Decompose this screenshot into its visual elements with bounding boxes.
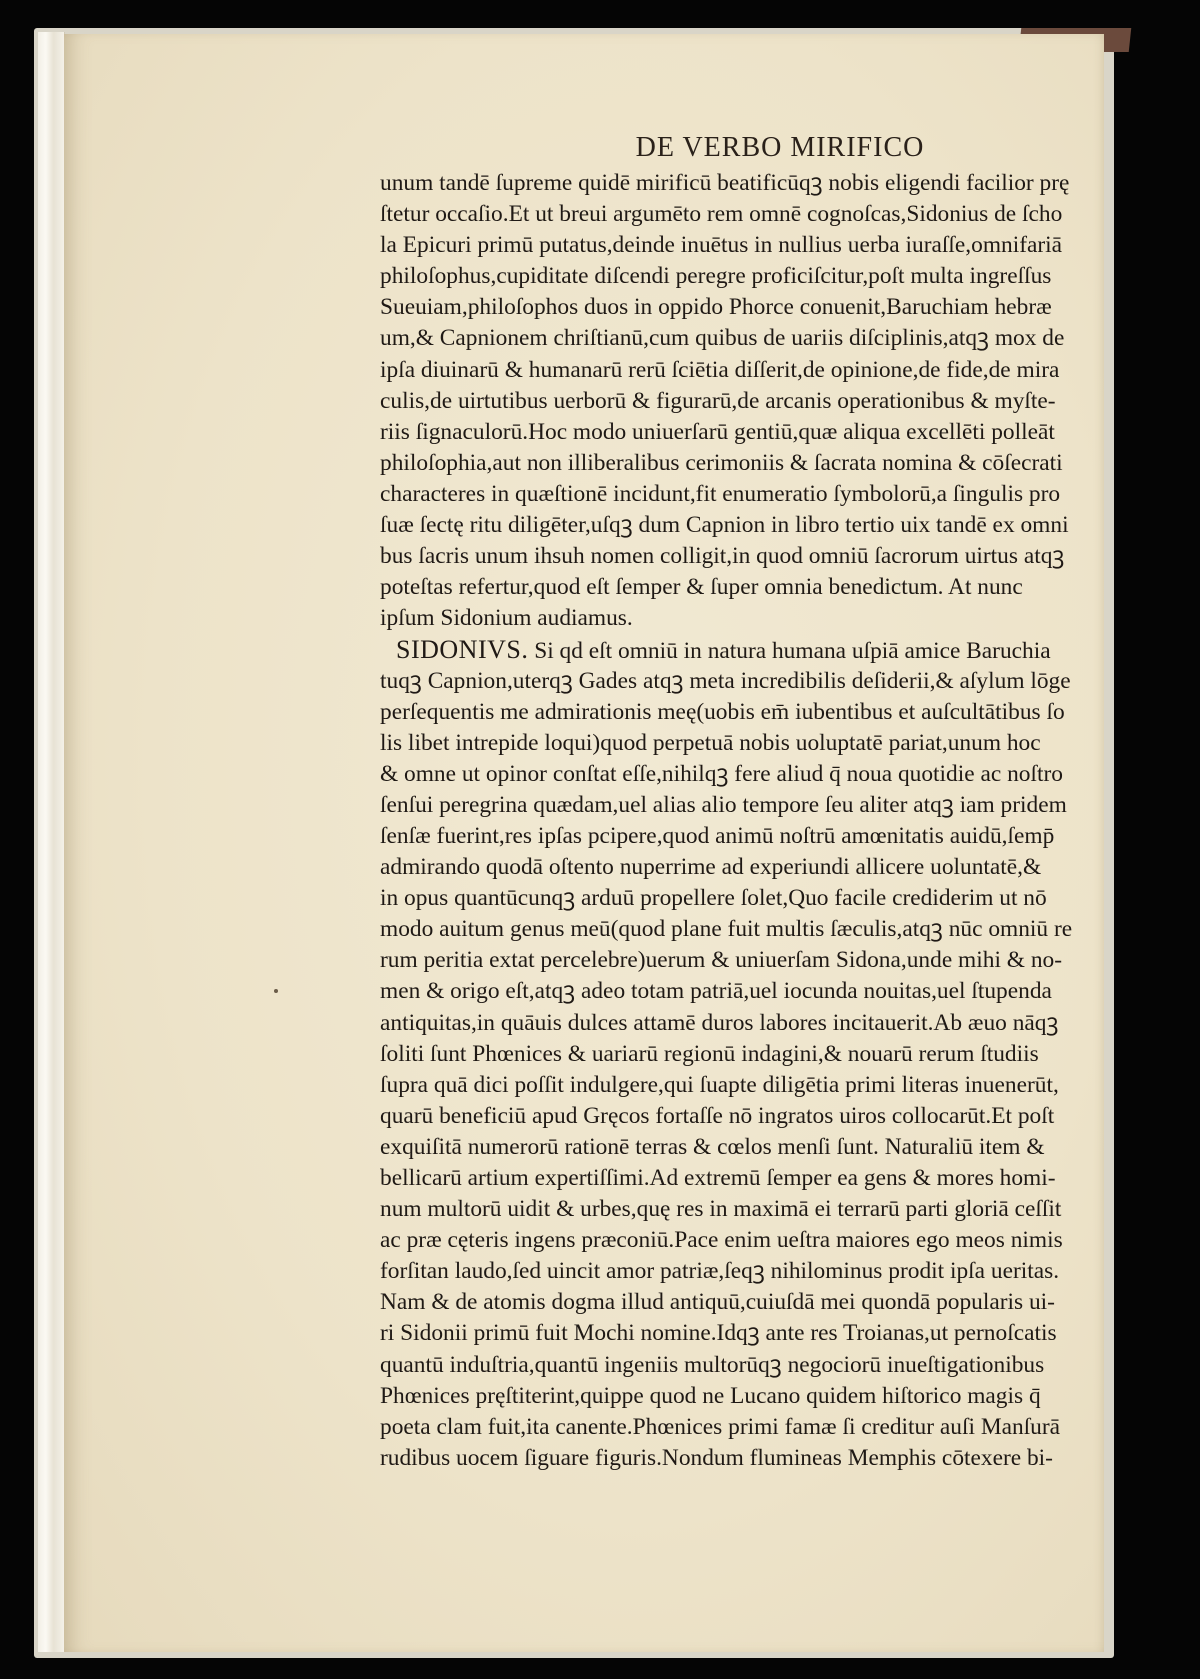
ink-speck [274,989,278,993]
text-line: poteſtas refertur,quod eſt ſemper & ſuper omnia benedictum. At nunc [380,574,1023,601]
text-line: antiquitas,in quāuis dulces attamē duros labores incitauerit.Ab æuo nāqꝫ [380,1009,1059,1036]
text-line: ſtetur occaſio.Et ut breui argumēto rem omnē cognoſcas,Sidonius de ſcho [380,201,1063,228]
text-line: riis ſignaculorū.Hoc modo uniuerſarū gentiū,quæ aliqua excellēti polleāt [380,418,1055,445]
running-head: DE VERBO MIRIFICO [635,132,925,163]
text-line: unum tandē ſupreme quidē mirificū beatificūqꝫ nobis eligendi facilior prę [380,170,1070,196]
text-line: philoſophus,cupiditate diſcendi peregre proficiſcitur,poſt multa ingreſſus [380,263,1052,290]
text-area [380,130,1160,1474]
text-line: ſoliti ſunt Phœnices & uariarū regionū indagini,& nouarū rerum ſtudiis [380,1040,1039,1067]
text-line: ipſa diuinarū & humanarū rerū ſciētia diſſerit,de opinione,de fide,de mira [380,356,1060,383]
text-line: ac præ cęteris ingens præconiū.Pace enim ueſtra maiores ego meos nimis [380,1227,1063,1254]
text-line: Sueuiam,philoſophos duos in oppido Phorce conuenit,Baruchiam hebræ [380,294,1052,321]
text-line: philoſophia,aut non illiberalibus cerimoniis & ſacrata nomina & cōſecrati [380,449,1063,476]
text-line: bus ſacris unum ihsuh nomen colligit,in quod omniū ſacrorum uirtus atqꝫ [380,543,1065,570]
text-line: culis,de uirtutibus uerborū & figurarū,de arcanis operationibus & myſte- [380,387,1056,414]
page-leaf [64,34,1104,1652]
text-line: ſuæ ſectę ritu diligēter,uſqꝫ dum Capnion in libro tertio uix tandē ex omni [380,512,1069,539]
text-line: rudibus uocem ſiguare figuris.Nondum flumineas Memphis cōtexere bi- [380,1444,1053,1471]
text-line: la Epicuri primū putatus,deinde inuētus in nullius uerba iuraſſe,omnifariā [380,232,1063,259]
text-line: quarū beneficiū apud Gręcos fortaſſe nō ingratos uiros collocarūt.Et poſt [380,1102,1055,1129]
text-line: perſequentis me admirationis meę(uobis em̄ iubentibus et auſcultātibus ſo [380,698,1065,725]
page-edges [38,32,65,1652]
text-line: bellicarū artium expertiſſimi.Ad extremū ſemper ea gens & mores homi- [380,1165,1056,1191]
text-line: ſenſui peregrina quædam,uel alias alio tempore ſeu aliter atqꝫ iam pridem [380,791,1067,818]
text-line: & omne ut opinor conſtat eſſe,nihilqꝫ fere aliud q̄ noua quotidie ac noſtro [380,760,1063,787]
text-line: ipſum Sidonium audiamus. [380,605,633,632]
text-line: ſenſæ fuerint,res ipſas pcipere,quod animū noſtrū amœnitatis auidū,ſemp̄ [380,822,1055,849]
text-line: in opus quantūcunqꝫ arduū propellere ſolet,Quo facile crediderim ut nō [380,885,1047,912]
text-line: poeta clam fuit,ita canente.Phœnices primi famæ ſi creditur auſi Manſurā [380,1413,1061,1440]
text-line: lis libet intrepide loqui)quod perpetuā nobis uoluptatē pariat,unum hoc [380,729,1041,756]
text-line: modo auitum genus meū(quod plane fuit multis ſæculis,atqꝫ nūc omniū re [380,916,1073,943]
main-text [380,168,1116,1474]
text-line: Nam & de atomis dogma illud antiquū,cuiuſdā mei quondā popularis ui- [380,1289,1055,1316]
text-line: exquiſitā numerorū rationē terras & cœlos menſi ſunt. Naturaliū item & [380,1133,1045,1160]
text-line: tuqꝫ Capnion,uterqꝫ Gades atqꝫ meta incredibilis deſiderii,& aſylum lōge [380,667,1071,694]
text-line: Si qd eſt omniū in natura humana uſpiā amice Baruchia [534,638,1051,665]
text-line: num multorū uidit & urbes,quę res in maximā ei terrarū parti gloriā ceſſit [380,1196,1062,1223]
speaker-name: SIDONIVS. [396,635,529,665]
text-line: ri Sidonii primū fuit Mochi nomine.Idqꝫ ante res Troianas,ut pernoſcatis [380,1320,1057,1347]
text-line: quantū induſtria,quantū ingeniis multorūqꝫ negociorū inueſtigationibus [380,1351,1045,1378]
text-line: um,& Capnionem chriſtianū,cum quibus de uariis diſciplinis,atqꝫ mox de [380,325,1065,352]
text-line: characteres in quæſtionē incidunt,fit enumeratio ſymbolorū,a ſingulis pro [380,480,1061,507]
text-line: Phœnices pręſtiterint,quippe quod ne Lucano quidem hiſtorico magis q̄ [380,1382,1041,1409]
text-line: ſupra quā dici poſſit indulgere,qui ſuapte diligētia primi literas inuenerūt, [380,1071,1059,1098]
speaker-line [380,634,1116,665]
text-line: men & origo eſt,atqꝫ adeo totam patriā,uel iocunda nouitas,uel ſtupenda [380,978,1052,1005]
text-line: forſitan laudo,ſed uincit amor patriæ,ſeqꝫ nihilominus prodit ipſa ueritas. [380,1258,1060,1285]
text-line: rum peritia extat percelebre)uerum & uniuerſam Sidona,unde mihi & no- [380,947,1063,974]
text-line: admirando quodā oſtento nuperrime ad experiundi allicere uoluntatē,& [380,854,1042,881]
